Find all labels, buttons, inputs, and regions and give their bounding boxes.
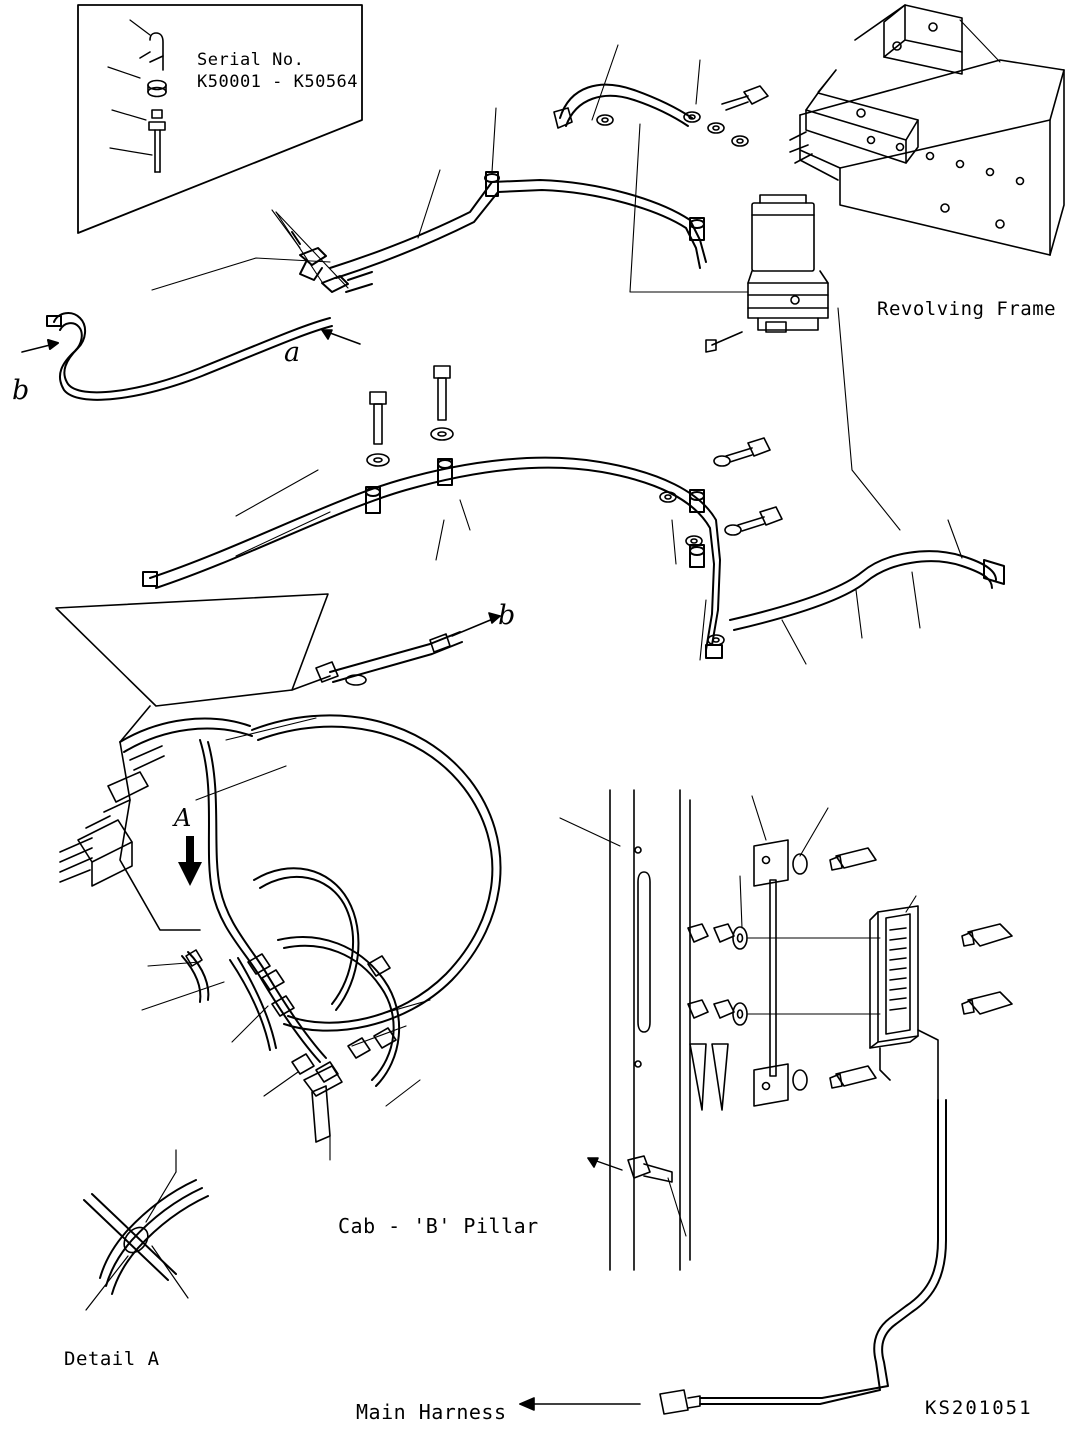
upper-tube-run bbox=[292, 172, 706, 292]
serial-number-range: K50001 - K50564 bbox=[197, 72, 359, 92]
serial-number-title: Serial No. bbox=[197, 50, 305, 70]
leader-lines bbox=[142, 20, 1000, 1236]
revolving-frame-structure bbox=[790, 5, 1064, 255]
callout-b-middle: b bbox=[498, 600, 516, 631]
detail-a-illustration bbox=[84, 1150, 208, 1310]
serial-inset-box bbox=[78, 5, 362, 233]
middle-tube-run bbox=[143, 458, 722, 658]
fasteners-upper bbox=[554, 85, 768, 146]
cab-b-pillar-structure bbox=[588, 790, 1012, 1270]
main-harness-label: Main Harness bbox=[356, 1400, 507, 1424]
callout-b-left: b bbox=[12, 375, 30, 406]
right-hose-loop bbox=[730, 551, 1004, 630]
part-number-label: KS201051 bbox=[925, 1397, 1033, 1419]
callout-a-lower: a bbox=[284, 337, 301, 368]
callout-a-arrow bbox=[322, 330, 360, 344]
pump-motor-assembly bbox=[706, 195, 828, 352]
fasteners-middle bbox=[367, 366, 782, 645]
cab-b-pillar-label: Cab - 'B' Pillar bbox=[338, 1214, 539, 1238]
detail-a-label: Detail A bbox=[64, 1348, 160, 1370]
revolving-frame-label: Revolving Frame bbox=[877, 298, 1057, 320]
callout-a-detail: A bbox=[174, 804, 192, 832]
main-harness-cable bbox=[520, 1100, 946, 1414]
cab-harness-assembly bbox=[56, 594, 501, 1142]
